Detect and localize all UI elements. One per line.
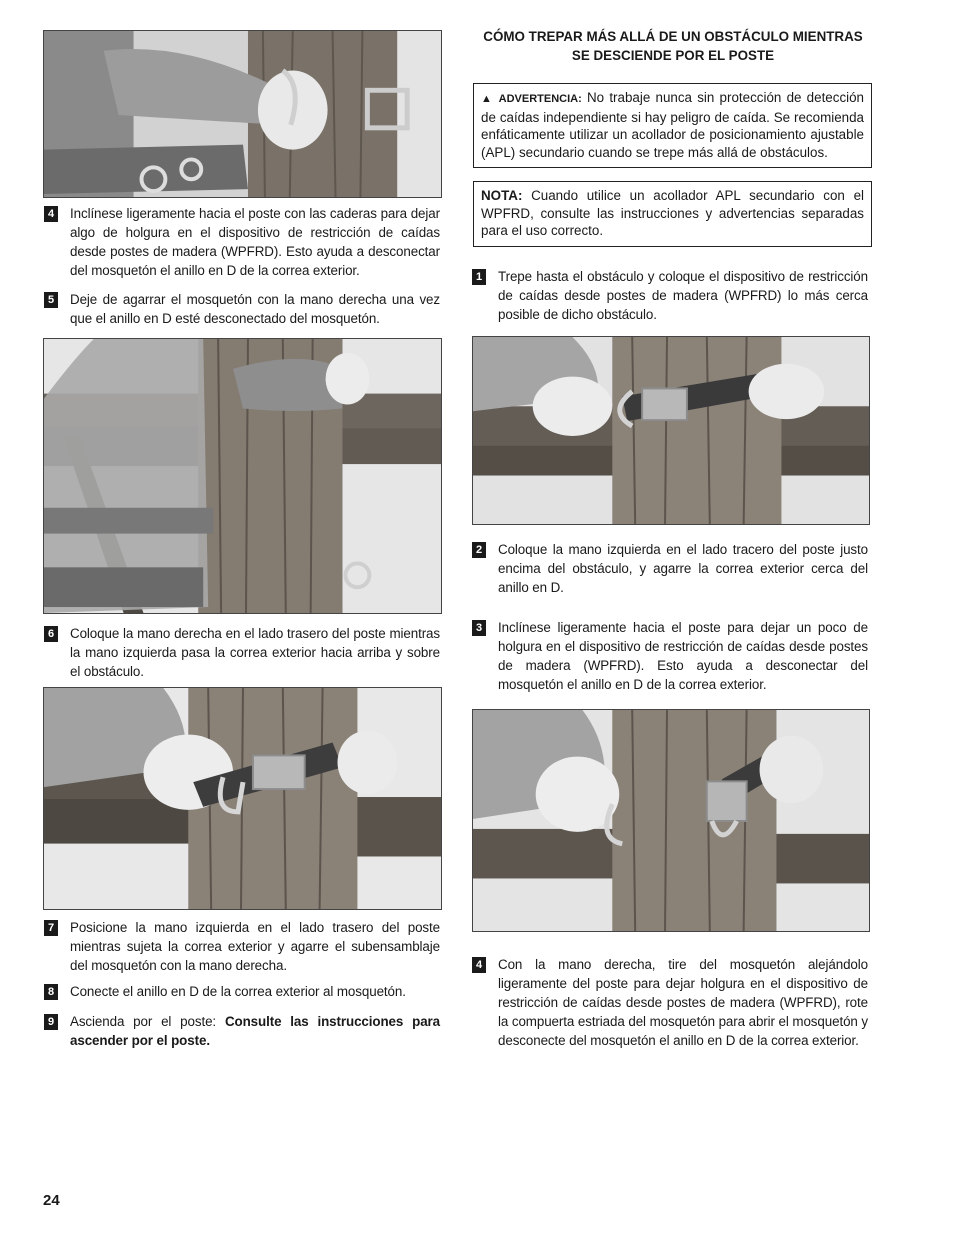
- section-heading-line1: CÓMO TREPAR MÁS ALLÁ DE UN OBSTÁCULO MIENTRAS: [483, 29, 863, 44]
- step-number-badge: 4: [44, 206, 58, 222]
- step-number-badge: 3: [472, 620, 486, 636]
- note-text: Cuando utilice un acollador APL secundario con el WPFRD, consulte las instrucciones y advertencias separadas para el uso correcto.: [481, 188, 864, 238]
- step-number-badge: 4: [472, 957, 486, 973]
- note-box: [473, 181, 872, 247]
- photo-harness-carabiner: [43, 30, 442, 198]
- step-number-badge: 7: [44, 920, 58, 936]
- left-step-5: [47, 290, 440, 328]
- step-text: Trepe hasta el obstáculo y coloque el dispositivo de restricción de caídas desde postes de madera (WPFRD) lo más cerca posible de dicho obstáculo.: [498, 269, 868, 322]
- step-number-badge: 1: [472, 269, 486, 285]
- page-number: 24: [43, 1192, 60, 1209]
- note-tag: NOTA:: [481, 188, 523, 203]
- left-step-6: [47, 624, 440, 681]
- warning-box: [473, 83, 872, 168]
- step-number-badge: 2: [472, 542, 486, 558]
- warning-tag: ADVERTENCIA:: [498, 93, 582, 105]
- step-text: Coloque la mano derecha en el lado trasero del poste mientras la mano izquierda pasa la correa exterior hacia arriba y sobre el obstáculo.: [70, 626, 440, 679]
- photo-strap-over-crossarm: [43, 687, 442, 910]
- step-text: Deje de agarrar el mosquetón con la mano derecha una vez que el anillo en D esté desconectado del mosquetón.: [70, 292, 440, 326]
- step-text: Ascienda por el poste:: [70, 1014, 217, 1029]
- step-text: Posicione la mano izquierda en el lado trasero del poste mientras sujeta la correa exterior y agarre el subensamblaje del mosquetón con la mano derecha.: [70, 920, 440, 973]
- step-number-badge: 6: [44, 626, 58, 642]
- step-text: Con la mano derecha, tire del mosquetón alejándolo ligeramente del poste para dejar holgura en el dispositivo de restricción de caídas desde postes de madera (WPFRD), rote la compuerta estriada del mosquetón para abrir el mosquetón y desconecte del mosquetón el anillo en D de la correa exterior.: [498, 957, 868, 1048]
- photo-dring-strap: [472, 336, 870, 525]
- step-text: Coloque la mano izquierda en el lado tracero del poste justo encima del obstáculo, y agarre la correa exterior cerca del anillo en D.: [498, 542, 868, 595]
- section-heading: [473, 27, 873, 65]
- step-text: Inclínese ligeramente hacia el poste para dejar un poco de holgura en el dispositivo de restricción de caídas desde postes de madera (WPFRD). Esto ayuda a desconectar del mosquetón el anillo en D de la correa exterior.: [498, 620, 868, 692]
- right-step-4: [475, 955, 868, 1050]
- warning-text: No trabaje nunca sin protección de detección de caídas independiente si hay peligro de caída. Se recomienda enfáticamente utilizar un acollador de posicionamiento ajustable (APL) secundario cuando se trepe más allá de obstáculos.: [481, 90, 865, 160]
- step-text: Inclínese ligeramente hacia el poste con las caderas para dejar algo de holgura en el dispositivo de restricción de caídas desde postes de madera (WPFRD). Esto ayuda a desconectar del mosquetón el anillo en D de la correa exterior.: [70, 206, 440, 278]
- step-number-badge: 8: [44, 984, 58, 1000]
- step-number-badge: 5: [44, 292, 58, 308]
- left-step-9: [47, 1012, 440, 1050]
- left-step-8: [47, 982, 440, 1001]
- photo-carabiner-disconnect: [472, 709, 870, 932]
- left-step-4: [47, 204, 440, 280]
- left-step-7: [47, 918, 440, 975]
- right-step-3: [475, 618, 868, 694]
- warning-icon: ▲: [481, 93, 494, 105]
- step-text: Conecte el anillo en D de la correa exterior al mosquetón.: [70, 984, 406, 999]
- right-step-1: [475, 267, 868, 324]
- step-number-badge: 9: [44, 1014, 58, 1030]
- right-step-2: [475, 540, 868, 597]
- step-text-bold: Consulte las instrucciones para ascender por el poste.: [70, 1014, 440, 1048]
- section-heading-line2: SE DESCIENDE POR EL POSTE: [571, 48, 775, 63]
- photo-crossarm-climb: [43, 338, 442, 614]
